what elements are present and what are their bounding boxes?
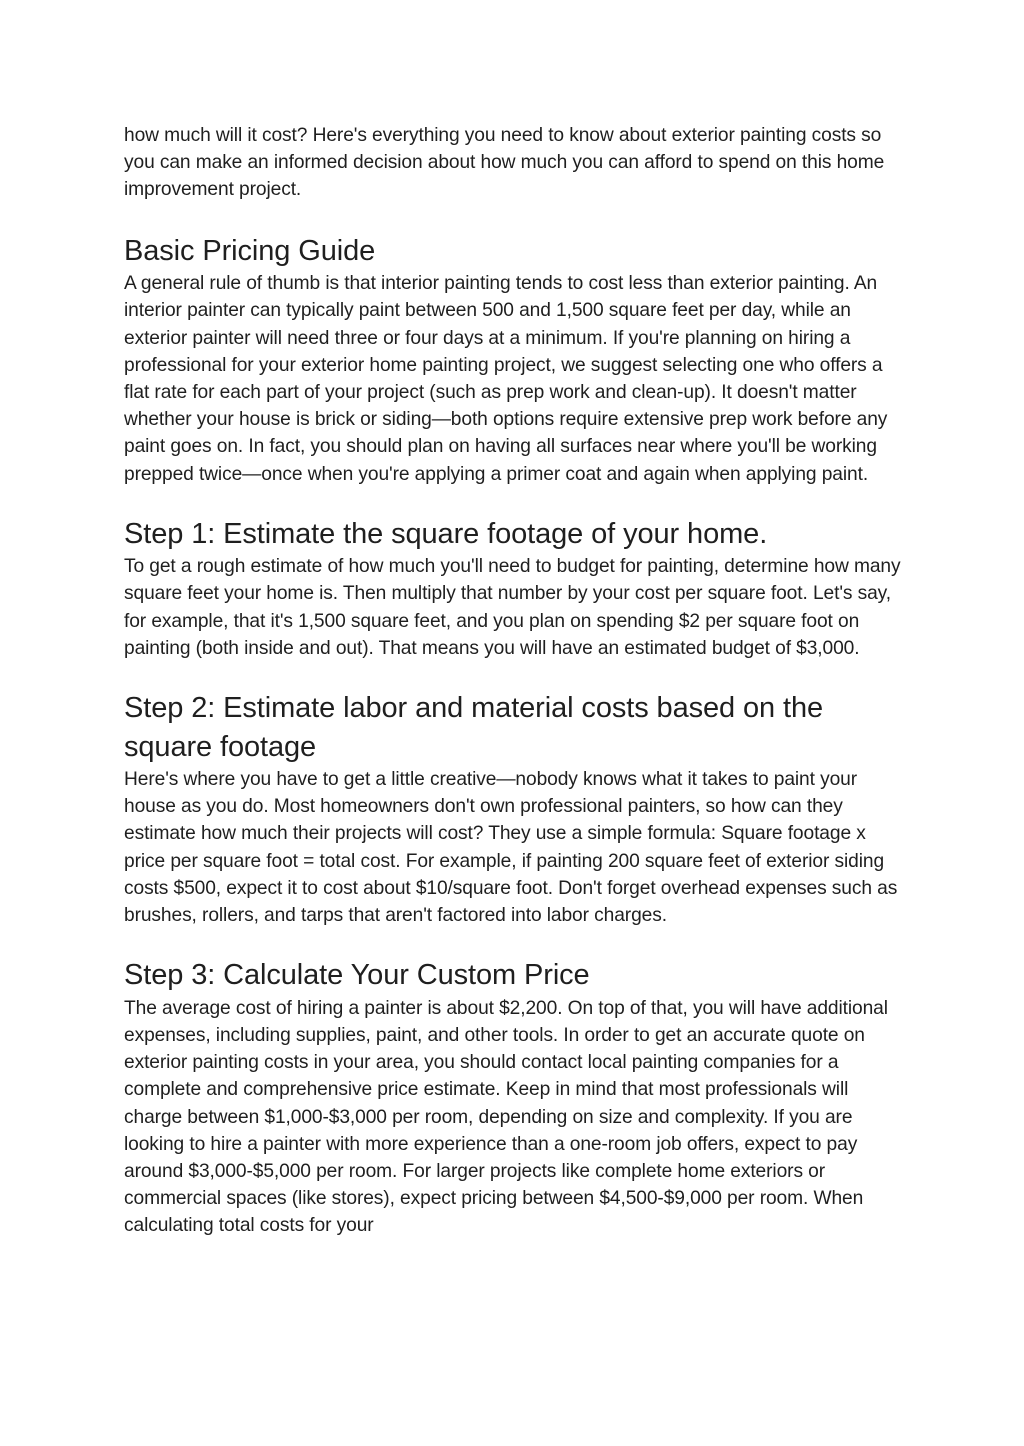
section-step-1	[124, 515, 904, 662]
section-heading: Step 3: Calculate Your Custom Price	[124, 959, 590, 992]
section-step-2	[124, 689, 904, 929]
section-heading: Basic Pricing Guide	[124, 234, 376, 267]
document-page	[124, 122, 904, 1240]
section-paragraph: A general rule of thumb is that interior painting tends to cost less than exterior painting. An interior painter can typically paint between 500 and 1,500 square feet per day, while an exterior painter will need three or four days at a minimum. If you're planning on hiring a professional for your exterior home painting project, we suggest selecting one who offers a flat rate for each part of your project (such as prep work and clean-up). It doesn't matter whether your house is brick or siding—both options require extensive prep work before any paint goes on. In fact, you should plan on having all surfaces near where you'll be working prepped twice—once when you're applying a primer coat and again when applying paint.	[124, 273, 888, 485]
intro-paragraph: how much will it cost? Here's everything you need to know about exterior painting costs so you can make an informed decision about how much you can afford to spend on this home improvement project.	[124, 125, 885, 201]
section-heading: Step 1: Estimate the square footage of your home.	[124, 517, 768, 550]
section-step-3	[124, 956, 904, 1239]
section-paragraph: To get a rough estimate of how much you'll need to budget for painting, determine how many square feet your home is. Then multiply that number by your cost per square foot. Let's say, for example, that it's 1,500 square feet, and you plan on spending $2 per square foot on painting (both inside and out). That means you will have an estimated budget of $3,000.	[124, 556, 901, 659]
section-basic-pricing	[124, 232, 904, 488]
section-paragraph: The average cost of hiring a painter is about $2,200. On top of that, you will have additional expenses, including supplies, paint, and other tools. In order to get an accurate quote on exterior painting costs in your area, you should contact local painting companies for a complete and comprehensive price estimate. Keep in mind that most professionals will charge between $1,000-$3,000 per room, depending on size and complexity. If you are looking to hire a painter with more experience than a one-room job offers, expect to pay around $3,000-$5,000 per room. For larger projects like complete home exteriors or commercial spaces (like stores), expect pricing between $4,500-$9,000 per room. When calculating total costs for your	[124, 997, 888, 1237]
section-heading: Step 2: Estimate labor and material costs based on the square footage	[124, 692, 824, 763]
section-paragraph: Here's where you have to get a little creative—nobody knows what it takes to paint your house as you do. Most homeowners don't own professional painters, so how can they estimate how much their projects will cost? They use a simple formula: Square footage x price per square foot = total cost. For example, if painting 200 square feet of exterior siding costs $500, expect it to cost about $10/square foot. Don't forget overhead expenses such as brushes, rollers, and tarps that aren't factored into labor charges.	[124, 769, 898, 927]
